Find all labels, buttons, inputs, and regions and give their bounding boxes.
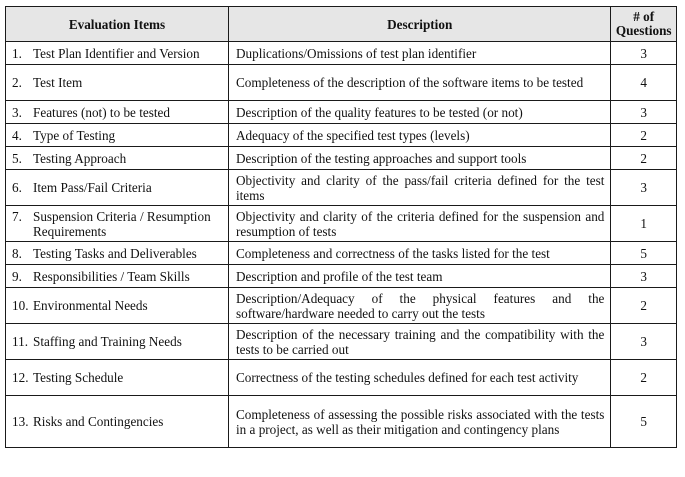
item-label: Environmental Needs [33,298,148,313]
item-label: Test Item [33,75,83,90]
question-count-cell: 2 [611,124,677,147]
header-row [6,7,677,42]
item-number: 8. [12,245,22,261]
question-count-cell: 4 [611,65,677,101]
item-label: Features (not) to be tested [33,104,170,120]
item-number: 12. [12,370,29,385]
question-count-cell: 3 [611,265,677,288]
description-cell: Correctness of the testing schedules defined for each test activity [228,360,610,396]
evaluation-item-cell [6,124,229,147]
item-number: 4. [12,127,22,143]
question-count-cell: 2 [611,288,677,324]
description-cell: Description of the necessary training and the compatibility with the tests to be carried out [228,324,610,360]
header-description: Description [228,7,610,42]
header-question-count [611,7,677,42]
evaluation-item-cell [6,396,229,448]
header-question-count-line2: Questions [615,23,672,38]
description-cell: Description and profile of the test team [228,265,610,288]
evaluation-item-cell [6,170,229,206]
evaluation-item-cell [6,265,229,288]
item-number: 3. [12,104,22,120]
item-number: 13. [12,414,29,429]
item-label: Testing Approach [33,150,127,166]
question-count-cell: 3 [611,170,677,206]
table-row [6,396,677,448]
description-cell: Objectivity and clarity of the criteria defined for the suspension and resumption of tests [228,206,610,242]
evaluation-item-cell [6,147,229,170]
table-row [6,360,677,396]
description-cell: Objectivity and clarity of the pass/fail criteria defined for the test items [228,170,610,206]
table-row [6,65,677,101]
evaluation-item-cell [6,65,229,101]
question-count-cell: 5 [611,396,677,448]
question-count-cell: 3 [611,324,677,360]
description-cell: Completeness and correctness of the tasks listed for the test [228,242,610,265]
evaluation-item-cell [6,288,229,324]
question-count-cell: 2 [611,360,677,396]
evaluation-item-cell [6,242,229,265]
evaluation-item-cell [6,42,229,65]
question-count-cell: 2 [611,147,677,170]
item-number: 10. [12,298,29,313]
item-label: Staffing and Training Needs [33,334,182,349]
table-row [6,170,677,206]
evaluation-item-cell [6,324,229,360]
evaluation-item-cell [6,360,229,396]
description-cell: Description/Adequacy of the physical features and the software/hardware needed to carry out the tests [228,288,610,324]
table-row [6,124,677,147]
description-cell: Completeness of assessing the possible risks associated with the tests in a project, as well as their mitigation and contingency plans [228,396,610,448]
table-body [6,42,677,448]
item-number: 5. [12,150,22,166]
table-row [6,206,677,242]
description-cell: Duplications/Omissions of test plan identifier [228,42,610,65]
table-row [6,101,677,124]
table-row [6,288,677,324]
question-count-cell: 1 [611,206,677,242]
item-number: 2. [12,75,22,90]
item-label: Item Pass/Fail Criteria [33,180,152,195]
header-question-count-line1: # of [633,9,655,24]
item-label: Type of Testing [33,127,116,143]
evaluation-item-cell [6,101,229,124]
question-count-cell: 3 [611,101,677,124]
evaluation-items-table [5,6,677,448]
question-count-cell: 5 [611,242,677,265]
item-number: 6. [12,180,22,195]
evaluation-item-cell [6,206,229,242]
item-number: 7. [12,208,22,224]
item-number: 11. [12,334,28,349]
item-label: Suspension Criteria / Resumption Requirements [33,208,211,239]
table-row [6,147,677,170]
table-header [6,7,677,42]
description-cell: Description of the quality features to be tested (or not) [228,101,610,124]
item-label: Test Plan Identifier and Version [33,45,200,61]
table-row [6,242,677,265]
table-row [6,324,677,360]
description-cell: Adequacy of the specified test types (levels) [228,124,610,147]
description-cell: Completeness of the description of the software items to be tested [228,65,610,101]
table-row [6,265,677,288]
item-label: Testing Tasks and Deliverables [33,245,197,261]
item-number: 1. [12,45,22,61]
question-count-cell: 3 [611,42,677,65]
item-label: Risks and Contingencies [33,414,164,429]
description-cell: Description of the testing approaches and support tools [228,147,610,170]
table-row [6,42,677,65]
item-label: Responsibilities / Team Skills [33,268,190,284]
item-number: 9. [12,268,22,284]
item-label: Testing Schedule [33,370,124,385]
header-evaluation-items: Evaluation Items [6,7,229,42]
